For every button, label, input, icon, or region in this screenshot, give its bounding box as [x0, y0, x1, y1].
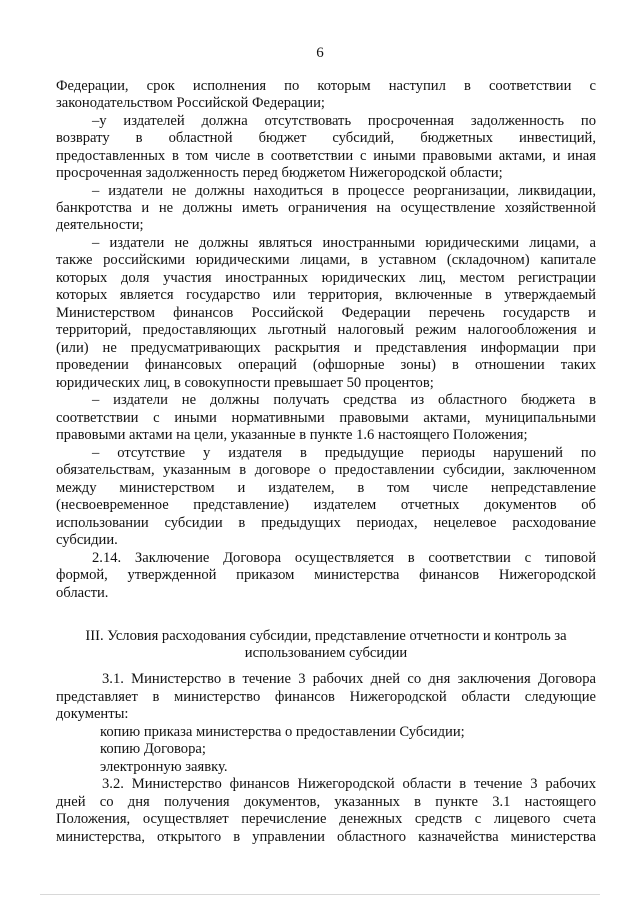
- text-line: – отсутствие у издателя в предыдущие периоды нарушений по: [92, 445, 596, 461]
- text-line: Федерации, срок исполнения по которым наступил в соответствии с: [56, 78, 596, 94]
- text-line: использовании субсидии в предыдущих периодах, нецелевое расходование: [56, 515, 596, 531]
- text-line: обязательствам, указанным в договоре о предоставлении субсидии, заключенном: [56, 462, 596, 478]
- text-line: юридических лиц, в совокупности превышает 50 процентов;: [56, 375, 434, 391]
- text-line: документы:: [56, 706, 129, 722]
- text-line: области.: [56, 585, 109, 601]
- text-line: между министерством и издателем, в том числе непредставление: [56, 480, 596, 496]
- section-heading: III. Условия расходования субсидии, представление отчетности и контроль за: [85, 628, 567, 644]
- text-line: правовыми актами на цели, указанные в пункте 1.6 настоящего Положения;: [56, 427, 528, 443]
- text-line: Положения, осуществляет перечисление денежных средств с лицевого счета: [56, 811, 596, 827]
- text-line: также российскими юридическими лицами, в уставном (складочном) капитале: [56, 252, 596, 268]
- section-heading: использованием субсидии: [244, 645, 408, 661]
- text-line: министерства, открытого в управлении областного казначейства министерства: [56, 829, 596, 845]
- text-line: формой, утвержденной приказом министерства финансов Нижегородской: [56, 567, 596, 583]
- text-line: представляет в министерство финансов Нижегородской области следующие: [56, 689, 596, 705]
- text-line: которых доля участия иностранных юридических лиц, местом регистрации: [56, 270, 596, 286]
- text-line: электронную заявку.: [100, 759, 228, 775]
- text-line: проведении финансовых операций (офшорные зоны) в отношении таких: [56, 357, 596, 373]
- text-line: копию Договора;: [100, 741, 206, 757]
- text-line: (несвоевременное представление) издателем отчетных документов об: [56, 497, 596, 513]
- text-line: деятельности;: [56, 217, 144, 233]
- text-line: (или) не предусматривающих раскрытия и представления информации при: [56, 340, 596, 356]
- text-line: копию приказа министерства о предоставлении Субсидии;: [100, 724, 465, 740]
- page-number: 6: [316, 45, 324, 61]
- text-line: предоставленных в том числе в соответствии с иными правовыми актами, и иная: [56, 148, 596, 164]
- text-line: 2.14. Заключение Договора осуществляется в соответствии с типовой: [92, 550, 596, 566]
- text-line: –у издателей должна отсутствовать просроченная задолженность по: [92, 113, 596, 129]
- page-bottom-edge: [40, 894, 600, 895]
- text-line: возврату в областной бюджет субсидий, бюджетных инвестиций,: [56, 130, 596, 146]
- text-line: дней со дня получения документов, указанных в пункте 3.1 настоящего: [56, 794, 596, 810]
- text-line: просроченная задолженность перед бюджетом Нижегородской области;: [56, 165, 503, 181]
- text-line: 3.1. Министерство в течение 3 рабочих дней со дня заключения Договора: [102, 671, 596, 687]
- text-line: законодательством Российской Федерации;: [56, 95, 325, 111]
- text-line: – издатели не должны получать средства из областного бюджета в: [92, 392, 596, 408]
- text-line: банкротства и не должны иметь ограничения на осуществление хозяйственной: [56, 200, 596, 216]
- text-line: территорий, предоставляющих льготный налоговый режим налогообложения и: [56, 322, 596, 338]
- text-line: 3.2. Министерство финансов Нижегородской области в течение 3 рабочих: [102, 776, 596, 792]
- text-line: которых является государство или территория, включенные в утверждаемый: [56, 287, 596, 303]
- text-line: Министерством финансов Российской Федерации перечень государств и: [56, 305, 596, 321]
- text-line: соответствии с иными нормативными правовыми актами, муниципальными: [56, 410, 596, 426]
- text-line: – издатели не должны находиться в процессе реорганизации, ликвидации,: [92, 183, 596, 199]
- text-line: субсидии.: [56, 532, 118, 548]
- text-line: – издатели не должны являться иностранными юридическими лицами, а: [92, 235, 596, 251]
